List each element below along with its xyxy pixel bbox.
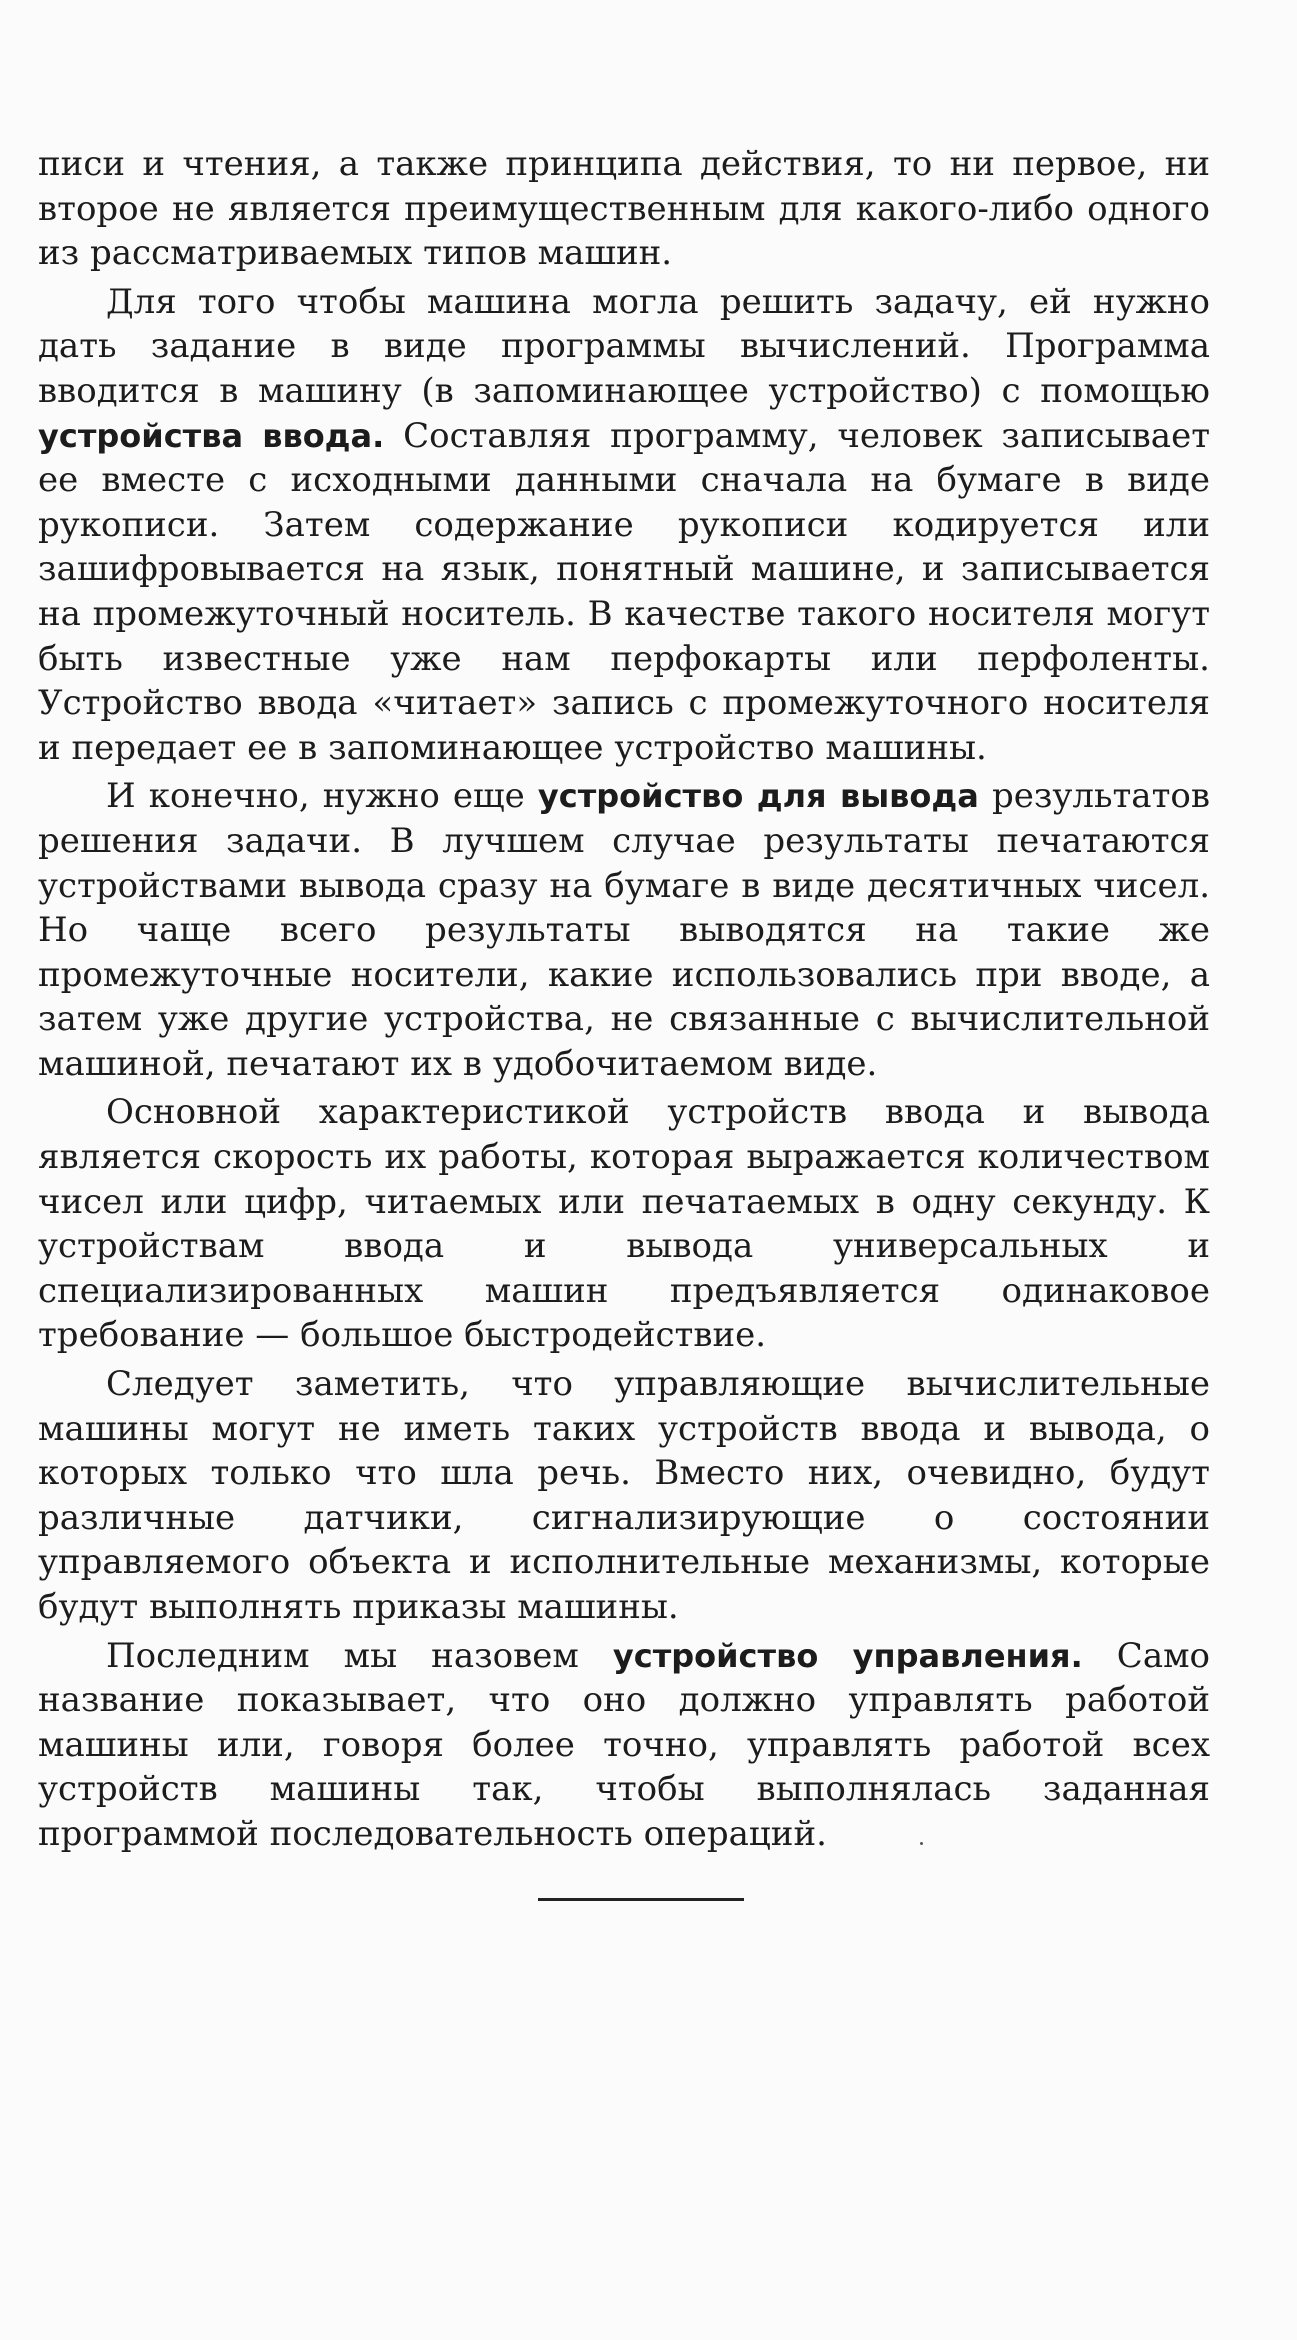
term-control-device: устройство управления. xyxy=(612,1636,1083,1675)
paragraph-6-text-after: Само название показывает, что оно должно управлять работой машины или, говоря более точно, управлять работой всех устройств машины так, чтобы выполнялась заданная программой последовательность операций. xyxy=(38,1635,1211,1854)
paragraph-3-text-before: И конечно, нужно еще xyxy=(106,776,538,817)
paragraph-1 xyxy=(38,142,1210,276)
paragraph-6 xyxy=(38,1634,1210,1857)
paragraph-2 xyxy=(38,280,1210,771)
paragraph-2-text-after: Составляя программу, человек записывает ее вместе с исходными данными сначала на бумаге в виде рукописи. Затем содержание рукописи кодируется или зашифровывается на язык, понятный машине, и записывается на промежуточный носитель. В качестве такого носителя могут быть известные уже нам перфокарты или перфоленты. Устройство ввода «читает» запись с промежуточного носителя и передает ее в запоминающее устройство машины. xyxy=(38,415,1211,768)
paragraph-6-text-before: Последним мы назовем xyxy=(106,1635,613,1676)
body-text xyxy=(38,142,1210,1861)
paragraph-5 xyxy=(38,1362,1210,1630)
paragraph-3 xyxy=(38,774,1210,1086)
paragraph-5-text: Следует заметить, что управляющие вычислительные машины могут не иметь таких устройств ввода и вывода, о которых только что шла речь. Вместо них, очевидно, будут различные датчики, сигнализирующие о состоянии управляемого объекта и исполнительные механизмы, которые будут выполнять приказы машины. xyxy=(38,1364,1210,1627)
term-output-device: устройство для вывода xyxy=(537,777,979,816)
section-end-rule xyxy=(538,1898,744,1901)
paragraph-2-text-before: Для того чтобы машина могла решить задачу, ей нужно дать задание в виде программы вычислений. Программа вводится в машину (в запоминающее устройство) с помощью xyxy=(38,281,1210,411)
paragraph-4 xyxy=(38,1090,1210,1358)
paragraph-4-text: Основной характеристикой устройств ввода и вывода является скорость их работы, которая выражается количеством чисел или цифр, читаемых или печатаемых в одну секунду. К устройствам ввода и вывода универсальных и специализированных машин предъявляется одинаковое требование — большое быстродействие. xyxy=(38,1092,1210,1356)
term-input-device: устройства ввода. xyxy=(38,416,385,455)
paragraph-3-text-after: результатов решения задачи. В лучшем случае результаты печатаются устройствами вывода сразу на бумаге в виде десятичных чисел. Но чаще всего результаты выводятся на такие же промежуточные носители, какие использовались при вводе, а затем уже другие устройства, не связанные с вычислительной машиной, печатают их в удобочитаемом виде. xyxy=(38,776,1210,1084)
paragraph-1-text: писи и чтения, а также принципа действия, то ни первое, ни второе не является преимущественным для какого-либо одного из рассматриваемых типов машин. xyxy=(38,144,1210,274)
print-speck xyxy=(920,1842,923,1845)
